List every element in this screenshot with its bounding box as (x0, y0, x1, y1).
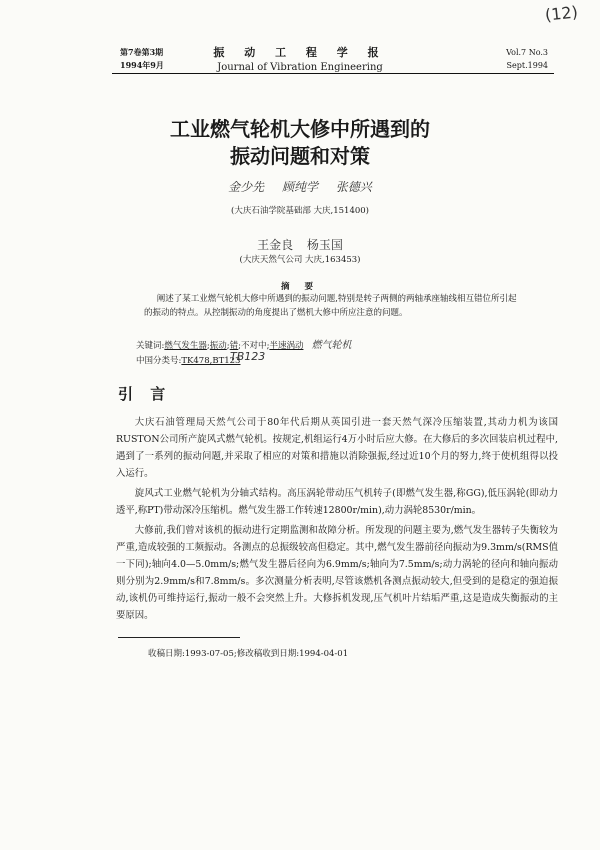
header-rule (112, 73, 554, 74)
keyword-4: 不对中 (241, 341, 267, 351)
header-volume-issue: 第7卷第3期 (120, 47, 164, 57)
classification-label: 中国分类号: (136, 356, 182, 366)
header-date: 1994年9月 (120, 60, 164, 70)
affiliation-2: (大庆天然气公司 大庆,163453) (239, 255, 361, 265)
paper-title (0, 116, 600, 170)
header-volume-info-en (506, 46, 548, 72)
journal-name-cn: 振 动 工 程 学 报 (213, 46, 387, 59)
abstract-heading: 摘 要 (281, 282, 319, 292)
keyword-5: 半速涡动 (269, 341, 304, 351)
body-paragraph-2: 旋风式工业燃气轮机为分轴式结构。高压涡轮带动压气机转子(即燃气发生器,称GG),低压涡轮(即动力透平,称PT)带动深冷压缩机。燃气发生器工作转速12800r/min),动力涡轮8530r/min。 (116, 488, 558, 516)
keywords-handwritten-note: 燃气轮机 (311, 340, 352, 351)
authors-group-2: 王金良 杨玉国 (257, 238, 343, 252)
authors-group-1: 金少先 顾纯学 张德兴 (228, 180, 372, 194)
title-line-1: 工业燃气轮机大修中所遇到的 (170, 117, 430, 141)
title-line-2: 振动问题和对策 (230, 144, 370, 168)
keywords-line: 关键词:燃气发生器;振动;错;不对中;半速涡动 燃气轮机 (136, 340, 352, 351)
classification-handwritten-note: TB123 (230, 350, 266, 363)
classification-line (136, 354, 240, 366)
footnote-dates: 收稿日期:1993-07-05;修改稿收到日期:1994-04-01 (148, 649, 349, 659)
body-paragraph-3: 大修前,我们曾对该机的振动进行定期监测和故障分析。所发现的问题主要为,燃气发生器转子失衡较为严重,造成较强的工频振动。各测点的总振级较高但稳定。其中,燃气发生器前径向振动为9.3mm/s(RMS值一下同);轴向4.0—5.0mm/s;燃气发生器后径向为6.9mm/s;轴向为7.5mm/s;动力涡轮的径向和轴向振动则分别为2.9mm/s和7.8mm/s。多次测量分析表明,尽管该燃机各测点振动较大,但受到的是稳定的强迫振动,该机仍可维持运行,振动一般不会突然上升。大修拆机发现,压气机叶片结垢严重,这是造成失衡振动的主要原因。 (116, 525, 558, 621)
handwritten-page-note: (12) (544, 2, 579, 25)
affiliation-1: (大庆石油学院基础部 大庆,151400) (231, 206, 369, 216)
body-paragraph-1: 大庆石油管理局天然气公司于80年代后期从英国引进一套天然气深冷压缩装置,其动力机为该国RUSTON公司所产旋风式燃气轮机。按规定,机组运行4万小时后应大修。在大修后的多次回装启机过程中,遇到了一系列的振动问题,并采取了相应的对策和措施以消除强振,经过近10个月的努力,终于使机组得以投入运行。 (116, 417, 558, 479)
keyword-3: 错 (229, 341, 239, 351)
journal-name-en: Journal of Vibration Engineering (217, 62, 383, 73)
body-text (116, 414, 558, 627)
abstract-text: 阐述了某工业燃气轮机大修中所遇到的振动问题,特别是转子两侧的两轴承座轴线相互错位所引起的振动的特点。从控制振动的角度提出了燃机大修中所应注意的问题。 (144, 294, 517, 318)
keywords-label: 关键词: (136, 341, 165, 351)
section-heading-introduction: 引 言 (118, 385, 172, 403)
keyword-2: 振动 (209, 341, 227, 351)
footnote-rule (118, 637, 240, 638)
classification-codes: TK478,BT123 (181, 356, 241, 366)
header-volume-issue-en: Vol.7 No.3 (506, 48, 548, 57)
header-date-en: Sept.1994 (506, 61, 548, 70)
keyword-1: 燃气发生器 (164, 341, 207, 351)
